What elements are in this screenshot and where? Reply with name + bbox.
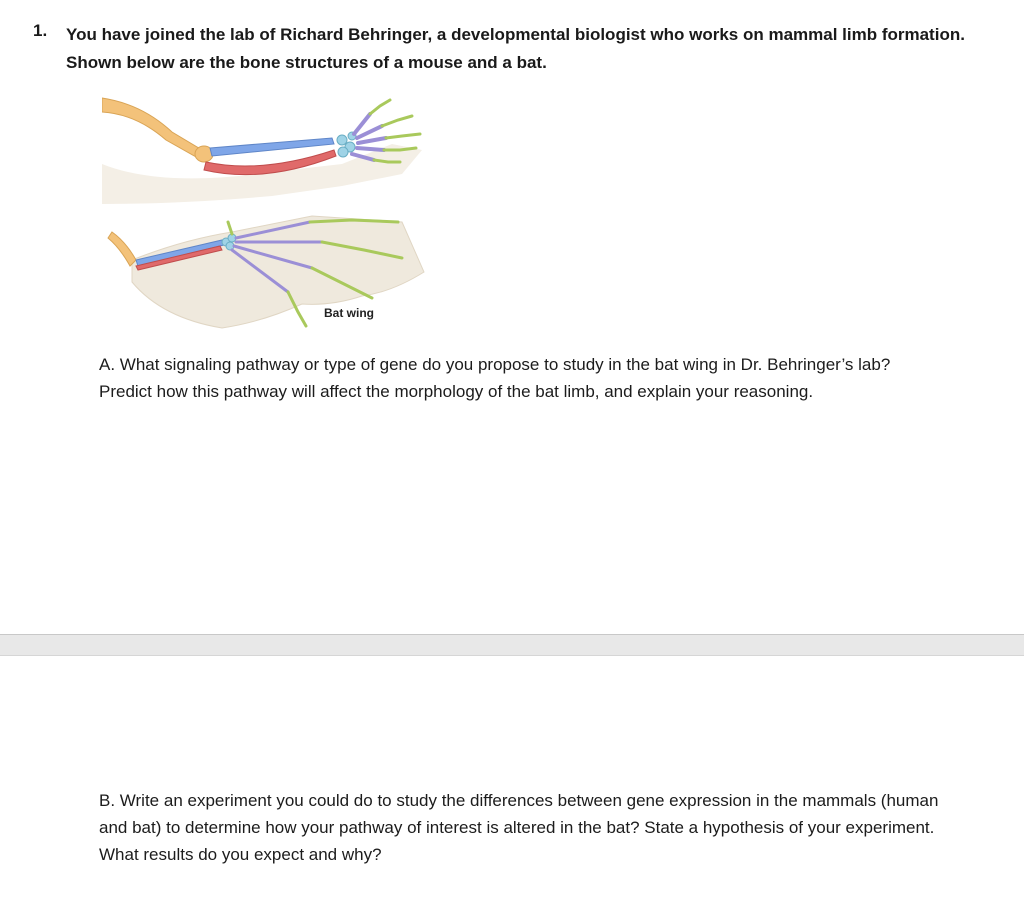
mouse-carpal (338, 147, 348, 157)
question-number: 1. (33, 21, 48, 40)
limb-bone-figure (102, 92, 442, 342)
question-intro: You have joined the lab of Richard Behringer, a developmental biologist who works on mammal limb formation. Shown below are the bone structures of a mouse and a bat. (66, 25, 965, 72)
limb-bone-illustration (102, 92, 442, 342)
page-break-divider (0, 634, 1024, 656)
mouse-metacarpal (357, 148, 384, 150)
part-a-question: A. What signaling pathway or type of gene do you propose to study in the bat wing in Dr. Behringer’s lab? Predict how this pathway will affect the morphology of the bat limb, and explain your reasoning. (99, 355, 891, 401)
part-b-question: B. Write an experiment you could do to study the differences between gene expression in the mammals (human and bat) to determine how your pathway of interest is altered in the bat? State a hypothesis of your experiment. What results do you expect and why? (99, 791, 939, 864)
figure-caption: Bat wing (324, 306, 374, 320)
mouse-carpal (337, 135, 347, 145)
